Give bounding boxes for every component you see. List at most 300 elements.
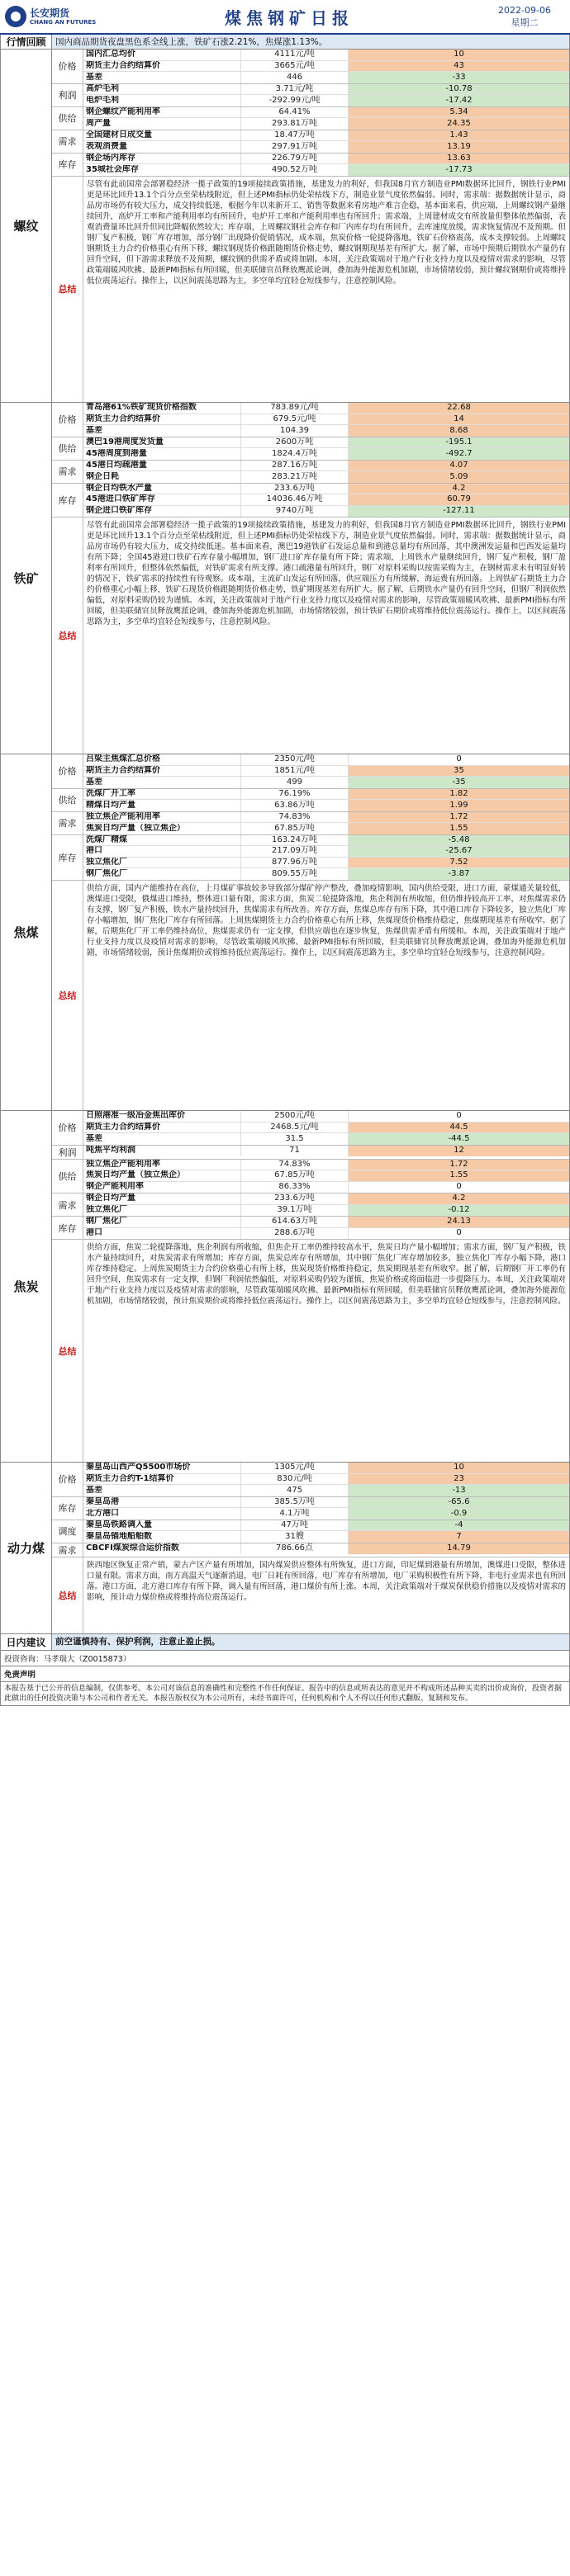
logo-en: CHANG AN FUTURES <box>30 18 97 26</box>
metric-value: 233.6万吨 <box>240 1193 348 1204</box>
metric-change: 8.68 <box>348 425 569 437</box>
metric-value: 2350元/吨 <box>240 754 348 765</box>
metric-change: 13.63 <box>348 154 569 164</box>
metric-name: 电炉毛利 <box>86 95 119 105</box>
metric-change: 14.79 <box>348 1543 569 1555</box>
group-rows <box>83 1217 569 1239</box>
metric-change: 1.99 <box>348 800 569 811</box>
metric-row <box>83 1182 569 1193</box>
summary-text: 尽管有此前国常会部署稳经济一揽子政策的19项接续政策措施，基建发力的利好，但我国8月官方制造业PMI数据环比回升，钢铁行业PMI更是环比回升13.1个百分点至荣枯线附近，但上述PMI指标仍处荣枯线下方，制造业景气度依然偏弱。同时，需求端：据数据统计显示，商品房市场仍有较大压力，成交持续低迷。基本面来看，澳巴19港铁矿石发运总量和到港总量均有所回落，其中澳洲发运量和巴西发运量均有所下降；全国45港进口铁矿石库存量小幅增加，钢厂进口矿库存量有所下降；需求端，上周铁水产量继续回升，钢厂复产积极，钢厂盈利率有所回升，但整体依然偏低，对铁矿需求有所支撑。港口疏港量有所回升，钢厂对原料采购以按需采购为主，在钢材需求未有明显好转的情况下，铁矿需求的持续性有待观察。成本端，主流矿山发运有所回落，供应端压力有所缓解，海运费有所回落。上周铁矿石期货主力合约价格重心小幅上移，铁矿石现货价格跟随期货价格走势，铁矿期现基差有所扩大。据了解，后期铁水产量仍有回升空间，但钢厂利润依然偏低，对原料采购仍较为谨慎。本周，关注政策端对于地产行业支持力度以及疫情对需求的影响，尽管政策端暖风吹拂、最新PMI指标有所回暖，但美联储官员释放鹰派论调，叠加海外能源危机加剧，市场情绪较弱，预计铁矿石期价或将维持低位震荡运行。操作上，以区间震荡思路为主，多空单均宜轻仓短线参与，注意控制风险。 <box>83 518 569 754</box>
metric-value: 47万吨 <box>240 1520 348 1531</box>
metric-value: 39.1万吨 <box>240 1205 348 1217</box>
metric-name: 青岛港61%铁矿现货价格指数 <box>86 403 197 413</box>
group-rows <box>83 50 569 83</box>
metric-name: 独立焦化厂 <box>86 1205 127 1215</box>
metric-value: 877.96万吨 <box>240 858 348 868</box>
metric-group <box>52 130 569 154</box>
weekday-text: 星期二 <box>511 17 539 28</box>
metric-name: 钢厂焦化厂 <box>86 868 127 878</box>
summary-label: 总结 <box>52 881 83 1111</box>
advice-label: 日内建议 <box>1 1634 52 1650</box>
metric-change: 43 <box>348 61 569 72</box>
metric-row <box>83 766 569 778</box>
group-label: 库存 <box>52 835 83 880</box>
metric-value: 2500元/吨 <box>240 1111 348 1122</box>
metric-name: 吕梁主焦煤汇总价格 <box>86 754 160 764</box>
metric-row <box>83 141 569 153</box>
metric-name: 国内汇总均价 <box>86 50 135 59</box>
metric-name: 秦皇岛锚地船舶数 <box>86 1531 152 1541</box>
metric-change: -4 <box>348 1520 569 1531</box>
group-label: 需求 <box>52 461 83 483</box>
summary-text: 陕西地区恢复正常产销，蒙古产区产量有所增加，国内煤炭供应整体有所恢复，进口方面，印尼煤到港量有所增加，澳煤进口受限，整体进口量有限。需求方面，南方高温天气逐渐消退，电厂日耗有所回落，电厂库存有所增加，电厂采购积极性有所下降，非电行业需求也有所回落。港口方面，北方港口库存有所下降，调入量有所回落，港口煤价有所上涨。本周，关注政策端对于煤炭保供稳价措施以及疫情对需求的影响，预计动力煤价格或将维持高位震荡运行。 <box>83 1557 569 1634</box>
group-rows <box>83 84 569 106</box>
section-body <box>52 754 569 1110</box>
metric-value: 71 <box>240 1146 348 1157</box>
metric-name: 基差 <box>86 777 102 787</box>
metric-group <box>52 835 569 881</box>
metric-group <box>52 1543 569 1557</box>
group-rows <box>83 130 569 153</box>
metric-name: 洗煤厂精煤 <box>86 834 127 844</box>
metric-name: 钢企进口铁矿库存 <box>86 506 152 516</box>
metric-row <box>83 84 569 96</box>
metric-row <box>83 130 569 142</box>
group-rows <box>83 107 569 130</box>
summary-text: 供给方面，国内产能维持在高位，上月煤矿事故较多导致部分煤矿停产整改，叠加疫情影响，国内供给受限，进口方面，蒙煤通关量较低，澳煤进口受限，俄煤进口维持，整体进口量有限，需求方面，焦炭二轮提降落地，焦企利润有所收缩，但仍维持较高开工率，对焦煤需求仍有支撑，钢厂复产积极，铁水产量持续回升，焦煤需求有所改善。库存方面，焦煤总库存有所下降，其中港口库存下降较多，独立焦化厂库存小幅增加，钢厂焦化厂库存有所回落。上周焦煤期货主力合约价格重心有所上移，焦煤现货价格维持稳定，焦煤期现基差有所收窄。据了解，后期焦化厂开工率仍维持高位，焦煤需求仍有一定支撑，但供应端也在逐步恢复，焦煤供需矛盾有所缓和。本周，关注政策端对于地产行业支持力度以及疫情对需求的影响，尽管政策端暖风吹拂、最新PMI指标有所回暖，但美联储官员释放鹰派论调，叠加海外能源危机加剧，市场情绪较弱，预计焦煤期价或将维持低位震荡运行。操作上，以区间震荡思路为主，多空单均宜轻仓短线参与，注意控制风险。 <box>83 881 569 1111</box>
metric-change: -17.73 <box>348 164 569 176</box>
metric-group <box>52 1463 569 1497</box>
metric-value: 446 <box>240 72 348 83</box>
section-name: 螺纹 <box>1 50 52 402</box>
metric-row <box>83 107 569 119</box>
metric-row <box>83 1463 569 1474</box>
summary-label: 总结 <box>52 518 83 754</box>
section-2 <box>0 754 570 1111</box>
metric-group <box>52 1160 569 1194</box>
metric-value: 31.5 <box>240 1133 348 1145</box>
metric-row <box>83 1217 569 1228</box>
metric-row <box>83 812 569 824</box>
metric-change: -25.67 <box>348 846 569 857</box>
metric-name: 洗煤厂开工率 <box>86 788 135 798</box>
metric-value: 104.39 <box>240 425 348 437</box>
group-label: 价格 <box>52 1463 83 1496</box>
metric-change: 24.13 <box>348 1217 569 1227</box>
group-rows <box>83 1146 569 1159</box>
metric-row <box>83 1520 569 1532</box>
metric-row <box>83 448 569 460</box>
metric-group <box>52 154 569 177</box>
metric-row <box>83 1531 569 1543</box>
group-label: 价格 <box>52 50 83 83</box>
metric-change: -13 <box>348 1485 569 1496</box>
metric-row <box>83 754 569 766</box>
market-review-row <box>0 35 570 50</box>
metric-name: 基差 <box>86 72 102 82</box>
group-rows <box>83 1543 569 1557</box>
metric-group <box>52 50 569 84</box>
metric-value: 4111元/吨 <box>240 50 348 60</box>
metric-change: 0 <box>348 1228 569 1240</box>
metric-group <box>52 1497 569 1520</box>
metric-value: 1305元/吨 <box>240 1463 348 1473</box>
metric-name: 日照港准一级冶金焦出库价 <box>86 1111 185 1121</box>
metric-value: 86.33% <box>240 1182 348 1193</box>
group-rows <box>83 1497 569 1520</box>
metric-change: -65.6 <box>348 1497 569 1508</box>
metric-row <box>83 1123 569 1134</box>
metric-change: -35 <box>348 777 569 788</box>
metric-row <box>83 403 569 414</box>
metric-change: 10 <box>348 50 569 60</box>
metric-name: 钢企日均产量 <box>86 1193 135 1203</box>
metric-name: 钢企螺纹产能利用率 <box>86 106 160 116</box>
metric-change: 1.72 <box>348 812 569 823</box>
metric-value: 499 <box>240 777 348 788</box>
metric-change: -33 <box>348 72 569 83</box>
section-4 <box>0 1463 570 1634</box>
metric-name: 秦皇岛山西产Q5500市场价 <box>86 1463 191 1472</box>
metric-row <box>83 154 569 165</box>
metric-value: 385.5万吨 <box>240 1497 348 1508</box>
metric-name: 周产量 <box>86 118 111 128</box>
group-rows <box>83 789 569 811</box>
group-rows <box>83 754 569 788</box>
summary-label: 总结 <box>52 1240 83 1462</box>
metric-row <box>83 50 569 61</box>
metric-change: -5.48 <box>348 835 569 846</box>
metric-row <box>83 1497 569 1509</box>
metric-row <box>83 800 569 811</box>
section-body <box>52 403 569 754</box>
metric-name: 全国建材日成交量 <box>86 130 152 139</box>
metric-group <box>52 437 569 461</box>
group-label: 库存 <box>52 1497 83 1520</box>
metric-row <box>83 1543 569 1555</box>
metric-value: 3.71元/吨 <box>240 84 348 95</box>
group-label: 利润 <box>52 84 83 106</box>
metric-change: -17.42 <box>348 95 569 106</box>
metric-value: 9740万吨 <box>240 506 348 518</box>
group-rows <box>83 461 569 483</box>
metric-value: 293.81万吨 <box>240 118 348 130</box>
group-rows <box>83 835 569 880</box>
metric-name: 澳巴19港周度发货量 <box>86 437 164 447</box>
group-rows <box>83 1193 569 1216</box>
metric-name: 独立焦企产能利用率 <box>86 811 160 821</box>
metric-group <box>52 403 569 437</box>
metric-row <box>83 95 569 106</box>
metric-change: -3.87 <box>348 868 569 880</box>
summary-label: 总结 <box>52 1557 83 1634</box>
metric-change: 1.82 <box>348 789 569 800</box>
metric-value: 163.24万吨 <box>240 835 348 846</box>
group-label: 需求 <box>52 812 83 834</box>
group-rows <box>83 437 569 460</box>
metric-row <box>83 484 569 495</box>
metric-name: 港口 <box>86 846 102 856</box>
group-label: 价格 <box>52 1111 83 1145</box>
group-label: 利润 <box>52 1146 83 1159</box>
section-name: 焦煤 <box>1 754 52 1110</box>
metric-row <box>83 835 569 847</box>
group-label: 调度 <box>52 1520 83 1543</box>
summary-block <box>52 881 569 1111</box>
metric-change: 23 <box>348 1474 569 1485</box>
metric-value: 74.83% <box>240 1160 348 1170</box>
metric-name: 焦炭日均产量（独立焦企） <box>86 823 185 833</box>
metric-name: 期货主力合约结算价 <box>86 765 160 775</box>
metric-value: 297.91万吨 <box>240 141 348 153</box>
metric-name: 期货主力合约T-1结算价 <box>86 1473 174 1483</box>
summary-block <box>52 518 569 754</box>
metric-value: 74.83% <box>240 812 348 823</box>
metric-row <box>83 1205 569 1217</box>
group-rows <box>83 812 569 834</box>
metric-change: 4.07 <box>348 461 569 471</box>
metric-value: 31艘 <box>240 1531 348 1543</box>
metric-name: 45港进口铁矿库存 <box>86 494 155 504</box>
metric-row <box>83 823 569 834</box>
metric-value: 3665元/吨 <box>240 61 348 72</box>
disclaimer-title: 免责声明 <box>0 1666 570 1682</box>
group-label: 供给 <box>52 437 83 460</box>
metric-name: 期货主力合约结算价 <box>86 1122 160 1132</box>
section-body <box>52 1463 569 1633</box>
metric-row <box>83 506 569 518</box>
metric-name: 期货主力合约结算价 <box>86 414 160 423</box>
metric-row <box>83 425 569 437</box>
metric-value: 830元/吨 <box>240 1474 348 1485</box>
metric-value: 783.89元/吨 <box>240 403 348 414</box>
market-review-text: 国内商品期货夜盘黑色系全线上涨，铁矿石涨2.21%，焦煤涨1.13%。 <box>55 37 328 47</box>
metric-row <box>83 471 569 483</box>
metric-group <box>52 789 569 812</box>
metric-name: 钢企产能利用率 <box>86 1182 144 1192</box>
company-logo <box>0 0 99 33</box>
metric-row <box>83 72 569 83</box>
section-name: 铁矿 <box>1 403 52 754</box>
metric-name: 焦炭日均产量（独立焦企） <box>86 1170 185 1180</box>
metric-name: 35城社会库存 <box>86 164 139 174</box>
metric-row <box>83 118 569 130</box>
metric-change: 22.68 <box>348 403 569 414</box>
metric-name: 基差 <box>86 1133 102 1143</box>
market-review-label: 行情回顾 <box>1 35 52 49</box>
metric-change: -10.78 <box>348 84 569 95</box>
section-body <box>52 1111 569 1462</box>
metric-name: 北方港口 <box>86 1508 119 1518</box>
metric-name: 45港周度到港量 <box>86 448 147 458</box>
metric-group <box>52 1193 569 1217</box>
group-label: 库存 <box>52 1217 83 1239</box>
metric-name: 精煤日均产量 <box>86 800 135 810</box>
metric-value: 217.09万吨 <box>240 846 348 857</box>
metric-row <box>83 1474 569 1486</box>
metric-value: 2468.5元/吨 <box>240 1123 348 1133</box>
metric-row <box>83 846 569 858</box>
summary-block <box>52 177 569 403</box>
section-name: 动力煤 <box>1 1463 52 1633</box>
metric-row <box>83 1170 569 1182</box>
metric-name: 钢企场内库存 <box>86 153 135 163</box>
metric-row <box>83 61 569 73</box>
metric-change: 0 <box>348 754 569 765</box>
group-label: 需求 <box>52 1543 83 1557</box>
metric-change: 13.19 <box>348 141 569 153</box>
metric-group <box>52 1146 569 1160</box>
metric-value: 283.21万吨 <box>240 471 348 483</box>
metric-value: 4.1万吨 <box>240 1508 348 1520</box>
metric-value: 614.63万吨 <box>240 1217 348 1227</box>
group-label: 价格 <box>52 403 83 437</box>
metric-change: 4.2 <box>348 1193 569 1204</box>
metric-value: -292.99元/吨 <box>240 95 348 106</box>
metric-change: 14 <box>348 414 569 425</box>
metric-value: 18.47万吨 <box>240 130 348 141</box>
metric-row <box>83 1193 569 1205</box>
metric-name: 秦皇岛铁路调入量 <box>86 1520 152 1529</box>
metric-value: 14036.46万吨 <box>240 494 348 505</box>
metric-value: 1824.4万吨 <box>240 448 348 460</box>
group-label: 需求 <box>52 1193 83 1216</box>
metric-value: 2600万吨 <box>240 437 348 448</box>
metric-value: 76.19% <box>240 789 348 800</box>
metric-change: 1.72 <box>348 1160 569 1170</box>
group-label: 供给 <box>52 107 83 130</box>
report-date <box>479 0 570 33</box>
section-3 <box>0 1111 570 1463</box>
report-header <box>0 0 570 35</box>
metric-name: 独立焦化厂 <box>86 857 127 867</box>
metric-name: 基差 <box>86 1485 102 1495</box>
summary-text: 尽管有此前国常会部署稳经济一揽子政策的19项接续政策措施，基建发力的利好，但我国8月官方制造业PMI数据环比回升，钢铁行业PMI更是环比回升13.1个百分点至荣枯线附近，但上述PMI指标仍处荣枯线下方，制造业景气度依然偏弱。同时，需求端：据数据统计显示，商品房市场仍有较大压力，成交持续低迷，根据今年以来新开工、销售等数据来看房地产难言企稳，基本面来看，供应端，上周螺纹钢产量继续回升，高炉开工率和产能利用率均有所回升，电炉开工率和产能利用率也有所回升；需求端，上周建材成交有所放量但整体依然偏弱，表观消费量环比回升但同比降幅依然较大；库存端，上周螺纹钢社会库存和厂内库存均有所回升，去库速度放缓，需求恢复情况不及预期。但钢厂复产积极，钢厂库存增加，部分钢厂出现降价促销情况，成本端，焦炭价格一轮提降落地，铁矿石价格震荡，成本支撑较弱。上周螺纹钢期货主力合约价格重心有所下移，螺纹钢现货价格跟随期货价格走势，螺纹钢期现基差有所扩大。据了解，市场中预期后期铁水产量仍有回升空间，但下游需求释放不及预期，螺纹钢的供需矛盾或将加剧。本周，关注政策端对于地产行业支持力度以及疫情对需求的影响，尽管政策端暖风吹拂、最新PMI指标有所回暖，但美联储官员释放鹰派论调，叠加海外能源危机加剧，市场情绪较弱，预计螺纹钢期价或将维持低位震荡运行。操作上，以区间震荡思路为主，多空单均宜轻仓短线参与，注意控制风险。 <box>83 177 569 403</box>
metric-change: 0 <box>348 1111 569 1122</box>
metric-row <box>83 1146 569 1157</box>
metric-group <box>52 812 569 835</box>
metric-value: 226.79万吨 <box>240 154 348 164</box>
metric-group <box>52 461 569 484</box>
metric-change: -44.5 <box>348 1133 569 1145</box>
group-rows <box>83 484 569 518</box>
group-rows <box>83 403 569 437</box>
advice-text: 前空谨慎持有、保护利润，注意止盈止损。 <box>55 1637 221 1647</box>
group-label: 供给 <box>52 1160 83 1193</box>
disclaimer-text: 本报告基于已公开的信息编制，仅供参考。本公司对该信息的准确性和完整性不作任何保证。报告中的信息或所表达的意见并不构成所述品种买卖的出价或询价，投资者据此做出的任何投资决策与本公司和作者无关。本报告版权仅为本公司所有，未经书面许可，任何机构和个人不得以任何形式翻版、复制和发布。 <box>0 1682 570 1706</box>
metric-name: 基差 <box>86 425 102 435</box>
group-label: 价格 <box>52 754 83 788</box>
metric-name: 吨焦平均利润 <box>86 1146 135 1156</box>
metric-change: 1.43 <box>348 130 569 141</box>
author-note: 投资咨询：马孝瑞大（Z0015873） <box>0 1651 570 1666</box>
group-rows <box>83 1111 569 1145</box>
group-rows <box>83 1160 569 1193</box>
metric-row <box>83 164 569 176</box>
metric-change: -127.11 <box>348 506 569 518</box>
metric-name: 秦皇岛港 <box>86 1496 119 1506</box>
metric-change: 1.55 <box>348 823 569 834</box>
group-label: 库存 <box>52 154 83 176</box>
summary-block <box>52 1557 569 1634</box>
group-label: 供给 <box>52 789 83 811</box>
metric-value: 809.55万吨 <box>240 868 348 880</box>
metric-row <box>83 868 569 880</box>
metric-value: 287.16万吨 <box>240 461 348 471</box>
metric-name: 高炉毛利 <box>86 83 119 93</box>
metric-name: 独立焦企产能利用率 <box>86 1159 160 1169</box>
metric-row <box>83 789 569 801</box>
metric-change: 1.55 <box>348 1170 569 1181</box>
summary-text: 供给方面，焦炭二轮提降落地，焦企利润有所收缩，但焦企开工率仍维持较高水平，焦炭日均产量小幅增加；需求方面，钢厂复产积极，铁水产量持续回升，对焦炭需求有所增加；库存方面，焦炭总库存有所增加，其中钢厂焦化厂库存增加较多，独立焦化厂库存小幅下降，港口库存维持稳定。上周焦炭期货主力合约价格重心有所上移，焦炭现货价格维持稳定，焦炭期现基差有所收窄。据了解，后期钢厂开工率仍有回升空间，焦炭需求有一定支撑，但钢厂利润依然偏低，对原料采购仍较为谨慎，焦炭价格或将面临进一步提降压力。本周，关注政策端对于地产行业支持力度以及疫情对需求的影响，尽管政策端暖风吹拂、最新PMI指标有所回暖，但美联储官员释放鹰派论调，叠加海外能源危机加剧，市场情绪较弱，预计焦炭期价或将维持低位震荡运行。操作上，以区间震荡思路为主，多空单均宜轻仓短线参与，注意控制风险。 <box>83 1240 569 1462</box>
summary-block <box>52 1240 569 1462</box>
metric-row <box>83 437 569 449</box>
metric-value: 786.66点 <box>240 1543 348 1555</box>
metric-group <box>52 1111 569 1146</box>
metric-value: 1851元/吨 <box>240 766 348 777</box>
metric-row <box>83 461 569 472</box>
metric-value: 288.6万吨 <box>240 1228 348 1240</box>
metric-change: 5.09 <box>348 471 569 483</box>
metric-name: CBCFI煤炭综合运价指数 <box>86 1543 179 1553</box>
metric-change: -195.1 <box>348 437 569 448</box>
metric-name: 钢企日耗 <box>86 471 119 481</box>
metric-change: 35 <box>348 766 569 777</box>
metric-name: 表观消费量 <box>86 141 127 151</box>
metric-value: 475 <box>240 1485 348 1496</box>
metric-row <box>83 1133 569 1145</box>
advice-row <box>0 1634 570 1651</box>
metric-group <box>52 484 569 518</box>
group-rows <box>83 1463 569 1496</box>
metric-change: 7 <box>348 1531 569 1543</box>
metric-value: 233.6万吨 <box>240 484 348 494</box>
metric-name: 钢企日均铁水产量 <box>86 483 152 493</box>
metric-row <box>83 1485 569 1496</box>
metric-value: 67.85万吨 <box>240 823 348 834</box>
metric-value: 679.5元/吨 <box>240 414 348 425</box>
metric-group <box>52 1217 569 1240</box>
report-title: 煤焦钢矿日报 <box>225 7 354 28</box>
section-body <box>52 50 569 402</box>
metric-row <box>83 1228 569 1240</box>
metric-row <box>83 1160 569 1171</box>
group-label: 库存 <box>52 484 83 518</box>
metric-group <box>52 754 569 789</box>
metric-name: 钢厂焦化厂 <box>86 1217 127 1227</box>
metric-row <box>83 494 569 506</box>
metric-row <box>83 858 569 869</box>
date-text: 2022-09-06 <box>498 5 551 16</box>
metric-change: 44.5 <box>348 1123 569 1133</box>
section-0 <box>0 50 570 403</box>
commodity-sections <box>0 50 570 1634</box>
metric-group <box>52 107 569 130</box>
metric-change: -0.12 <box>348 1205 569 1217</box>
metric-change: 12 <box>348 1146 569 1157</box>
summary-label: 总结 <box>52 177 83 403</box>
metric-group <box>52 84 569 107</box>
metric-value: 64.41% <box>240 107 348 118</box>
logo-icon <box>5 6 26 27</box>
metric-name: 45港日均疏港量 <box>86 460 147 470</box>
metric-name: 港口 <box>86 1228 102 1238</box>
group-rows <box>83 1520 569 1543</box>
metric-change: -0.9 <box>348 1508 569 1520</box>
metric-name: 期货主力合约结算价 <box>86 60 160 70</box>
metric-value: 63.86万吨 <box>240 800 348 811</box>
logo-cn: 长安期货 <box>30 7 70 19</box>
